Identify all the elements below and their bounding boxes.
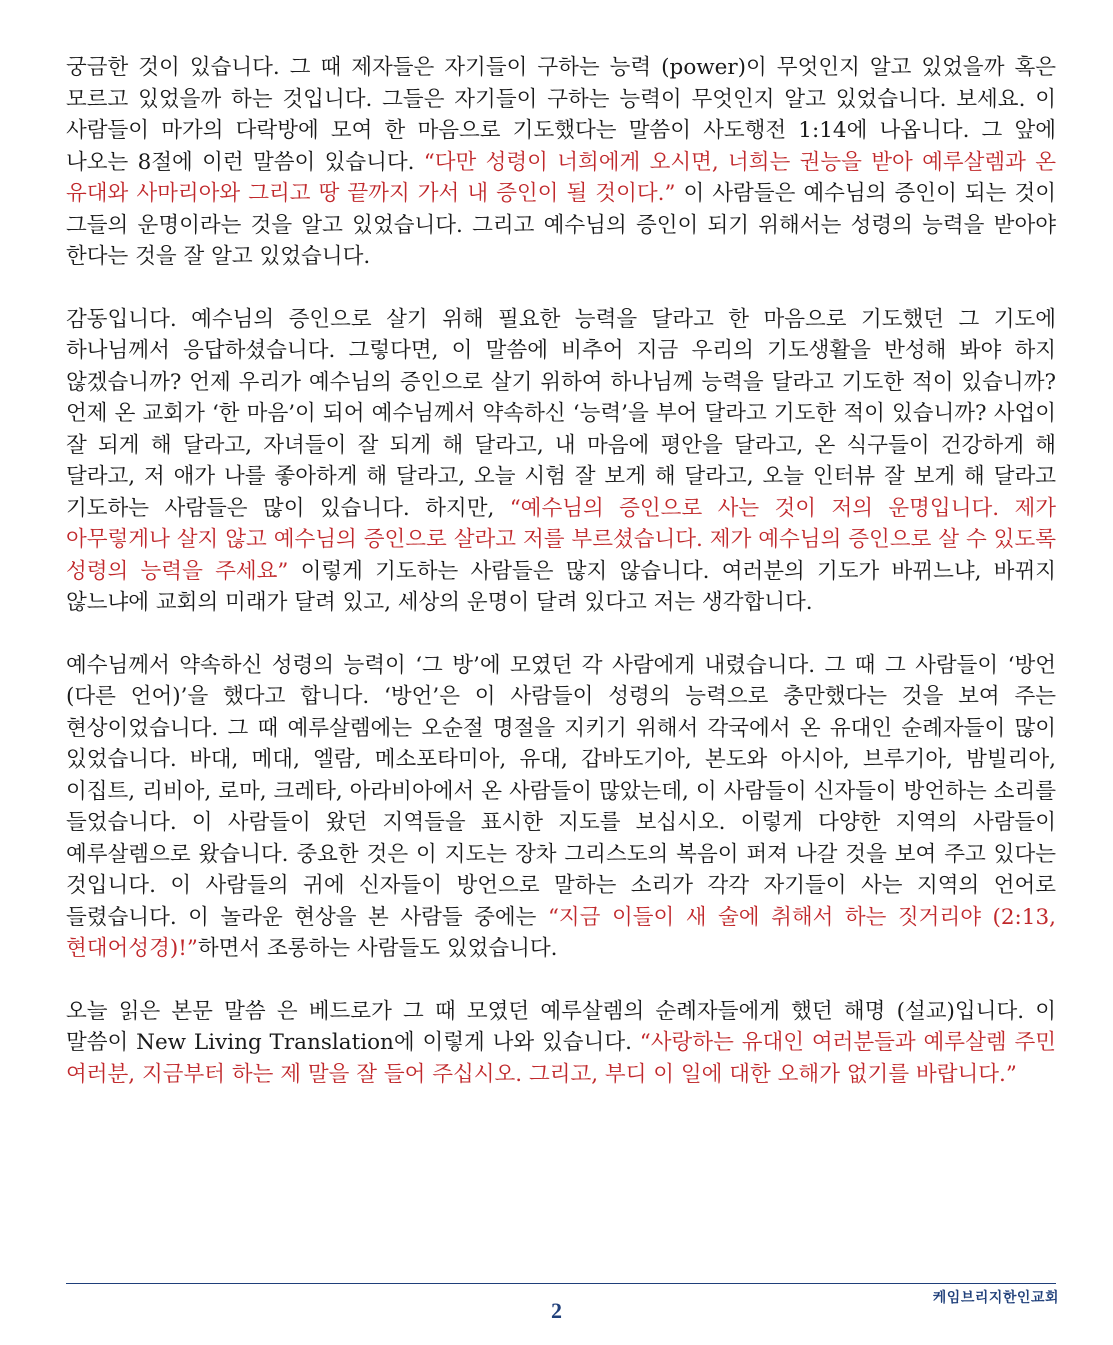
- page-number: 2: [551, 1298, 562, 1323]
- paragraph: [66, 304, 1056, 619]
- prayer-quote: “예수님의 증인으로 사는 것이 저의 운명입니다. 제가 아무렇게나 살지 않고 예수님의 증인으로 살라고 저를 부르셨습니다. 제가 예수님의 증인으로 살 수 있도록 성령의 능력을 주세요”: [66, 495, 1056, 584]
- body-text: 감동입니다. 예수님의 증인으로 살기 위해 필요한 능력을 달라고 한 마음으로 기도했던 그 기도에 하나님께서 응답하셨습니다. 그렇다면, 이 말씀에 비추어 지금 우리의 기도생활을 반성해 봐야 하지 않겠습니까? 언제 우리가 예수님의 증인으로 살기 위하여 하나님께 능력을 달라고 기도한 적이 있습니까? 언제 온 교회가 ‘한 마음’이 되어 예수님께서 약속하신 ‘능력’을 부어 달라고 기도한 적이 있습니까? 사업이 잘 되게 해 달라고, 자녀들이 잘 되게 해 달라고, 내 마음에 평안을 달라고, 온 식구들이 건강하게 해 달라고, 저 애가 나를 좋아하게 해 달라고, 오늘 시험 잘 보게 해 달라고, 오늘 인터뷰 잘 보게 해 달라고 기도하는 사람들은 많이 있습니다. 하지만,: [66, 306, 1056, 521]
- body-text: 예수님께서 약속하신 성령의 능력이 ‘그 방’에 모였던 각 사람에게 내렸습니다. 그 때 그 사람들이 ‘방언 (다른 언어)’을 했다고 합니다. ‘방언’은 이 사람들이 성령의 능력으로 충만했다는 것을 보여 주는 현상이었습니다. 그 때 예루살렘에는 오순절 명절을 지키기 위해서 각국에서 온 유대인 순례자들이 많이 있었습니다. 바대, 메대, 엘람, 메소포타미아, 유대, 갑바도기아, 본도와 아시아, 브루기아, 밤빌리아, 이집트, 리비아, 로마, 크레타, 아라비아에서 온 사람들이 많았는데, 이 사람들이 신자들이 방언하는 소리를 들었습니다. 이 사람들이 왔던 지역들을 표시한 지도를 보십시오. 이렇게 다양한 지역의 사람들이 예루살렘으로 왔습니다. 중요한 것은 이 지도는 장차 그리스도의 복음이 퍼져 나갈 것을 보여 주고 있다는 것입니다. 이 사람들의 귀에 신자들이 방언으로 말하는 소리가 각각 자기들이 사는 지역의 언어로 들렸습니다. 이 놀라운 현상을 본 사람들 중에는: [66, 652, 1056, 930]
- body-text: 이렇게 기도하는 사람들은 많지 않습니다. 여러분의 기도가 바뀌느냐, 바뀌지 않느냐에 교회의 미래가 달려 있고, 세상의 운명이 달려 있다고 저는 생각합니다.: [66, 558, 1056, 615]
- paragraph: [66, 52, 1056, 273]
- body-text: 궁금한 것이 있습니다. 그 때 제자들은 자기들이 구하는 능력 (power)이 무엇인지 알고 있었을까 혹은 모르고 있었을까 하는 것입니다. 그들은 자기들이 구하는 능력이 무엇인지 알고 있었습니다. 보세요. 이 사람들이 마가의 다락방에 모여 한 마음으로 기도했다는 말씀이 사도행전 1:14에 나옵니다. 그 앞에 나오는 8절에 이런 말씀이 있습니다.: [66, 55, 1056, 175]
- footer-divider: [66, 1283, 1056, 1284]
- body-text: 하면서 조롱하는 사람들도 있었습니다.: [197, 936, 558, 961]
- scripture-quote: “다만 성령이 너희에게 오시면, 너희는 권능을 받아 예루살렘과 온 유대와 사마리아와 그리고 땅 끝까지 가서 내 증인이 될 것이다.”: [66, 149, 1056, 206]
- body-text: 오늘 읽은 본문 말씀 은 베드로가 그 때 모였던 예루살렘의 순례자들에게 했던 해명 (설교)입니다. 이 말씀이 New Living Translation에 이렇게 나와 있습니다.: [66, 998, 1056, 1055]
- paragraph: [66, 650, 1056, 965]
- scripture-quote: “사랑하는 유대인 여러분들과 예루살렘 주민 여러분, 지금부터 하는 제 말을 잘 들어 주십시오. 그리고, 부디 이 일에 대한 오해가 없기를 바랍니다.”: [66, 1030, 1056, 1087]
- sermon-body: [66, 52, 1056, 1121]
- body-text: 이 사람들은 예수님의 증인이 되는 것이 그들의 운명이라는 것을 알고 있었습니다. 그리고 예수님의 증인이 되기 위해서는 성령의 능력을 받아야 한다는 것을 잘 알고 있었습니다.: [66, 181, 1056, 269]
- scripture-quote: “지금 이들이 새 술에 취해서 하는 짓거리야 (2:13, 현대어성경)!”: [66, 904, 1056, 961]
- paragraph: [66, 996, 1056, 1091]
- church-name: 케임브리지한인교회: [932, 1290, 1059, 1306]
